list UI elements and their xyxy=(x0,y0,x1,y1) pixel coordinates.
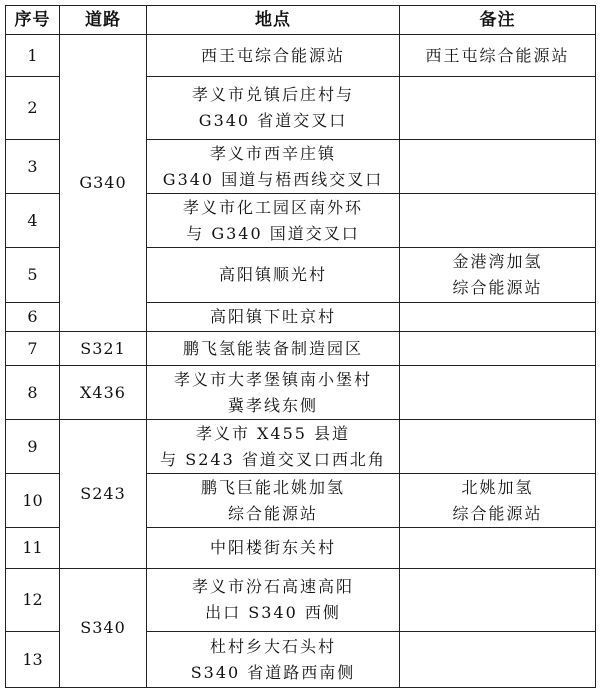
location-cell xyxy=(147,77,400,140)
location-line: G340 国道与梧西线交叉口 xyxy=(162,169,384,189)
note-line: 金港湾加氢 xyxy=(452,252,543,271)
location-line: 中阳楼街东关村 xyxy=(209,538,336,557)
location-line: 孝义市汾石高速高阳 xyxy=(191,577,354,596)
seq-cell: 2 xyxy=(6,77,60,140)
location-cell xyxy=(147,569,400,632)
location-cell xyxy=(147,248,400,303)
location-line: 杜村乡大石头村 xyxy=(209,636,336,656)
note-cell xyxy=(400,35,596,77)
location-line: 与 G340 国道交叉口 xyxy=(186,223,360,243)
location-cell xyxy=(147,528,400,569)
location-cell xyxy=(147,420,400,474)
location-line: 高阳镇顺光村 xyxy=(218,265,327,284)
note-cell xyxy=(400,569,596,632)
location-line: 与 S243 省道交叉口西北角 xyxy=(160,449,386,469)
location-line: 西王屯综合能源站 xyxy=(200,45,345,65)
note-cell xyxy=(400,248,596,303)
road-cell: X436 xyxy=(60,366,147,420)
location-line: 孝义市西辛庄镇 xyxy=(209,143,336,163)
location-line: 综合能源站 xyxy=(227,503,318,523)
table-row xyxy=(6,332,596,366)
road-cell: S340 xyxy=(60,569,147,688)
stations-table xyxy=(5,5,596,688)
location-cell xyxy=(147,303,400,332)
header-note: 备注 xyxy=(400,6,596,35)
note-cell xyxy=(400,140,596,194)
location-line: G340 省道交叉口 xyxy=(198,111,348,130)
location-line: 鹏飞巨能北姚加氢 xyxy=(200,477,345,497)
location-cell xyxy=(147,35,400,77)
note-line: 综合能源站 xyxy=(452,503,543,523)
seq-cell: 3 xyxy=(6,140,60,194)
table-row xyxy=(6,35,596,77)
location-line: S340 省道路西南侧 xyxy=(190,662,356,682)
header-row xyxy=(6,6,596,35)
note-cell xyxy=(400,194,596,248)
note-line: 综合能源站 xyxy=(452,278,543,297)
location-line: 高阳镇下吐京村 xyxy=(209,307,336,326)
header-road: 道路 xyxy=(60,6,147,35)
location-line: 孝义市化工园区南外环 xyxy=(182,197,363,217)
header-seq: 序号 xyxy=(6,6,60,35)
seq-cell: 5 xyxy=(6,248,60,303)
location-cell xyxy=(147,366,400,420)
note-cell xyxy=(400,474,596,528)
note-cell xyxy=(400,332,596,366)
location-line: 鹏飞氢能装备制造园区 xyxy=(182,338,363,358)
seq-cell: 10 xyxy=(6,474,60,528)
table-row xyxy=(6,366,596,420)
seq-cell: 9 xyxy=(6,420,60,474)
note-cell xyxy=(400,77,596,140)
seq-cell: 13 xyxy=(6,632,60,688)
location-cell xyxy=(147,474,400,528)
location-line: 冀孝线东侧 xyxy=(227,395,318,415)
location-cell xyxy=(147,140,400,194)
seq-cell: 11 xyxy=(6,528,60,569)
note-cell xyxy=(400,366,596,420)
header-location: 地点 xyxy=(147,6,400,35)
table-row xyxy=(6,569,596,632)
seq-cell: 8 xyxy=(6,366,60,420)
table-row xyxy=(6,420,596,474)
location-cell xyxy=(147,632,400,688)
seq-cell: 7 xyxy=(6,332,60,366)
location-cell xyxy=(147,194,400,248)
location-cell xyxy=(147,332,400,366)
seq-cell: 1 xyxy=(6,35,60,77)
location-line: 孝义市兑镇后庄村与 xyxy=(191,85,354,104)
note-line: 西王屯综合能源站 xyxy=(425,45,570,65)
note-cell xyxy=(400,632,596,688)
road-cell: S321 xyxy=(60,332,147,366)
location-line: 孝义市 X455 县道 xyxy=(195,423,351,443)
location-line: 出口 S340 西侧 xyxy=(205,603,341,622)
note-cell xyxy=(400,420,596,474)
note-cell xyxy=(400,528,596,569)
road-cell: G340 xyxy=(60,35,147,332)
seq-cell: 4 xyxy=(6,194,60,248)
seq-cell: 12 xyxy=(6,569,60,632)
road-cell: S243 xyxy=(60,420,147,569)
seq-cell: 6 xyxy=(6,303,60,332)
location-line: 孝义市大孝堡镇南小堡村 xyxy=(173,369,372,389)
note-cell xyxy=(400,303,596,332)
note-line: 北姚加氢 xyxy=(461,477,534,497)
